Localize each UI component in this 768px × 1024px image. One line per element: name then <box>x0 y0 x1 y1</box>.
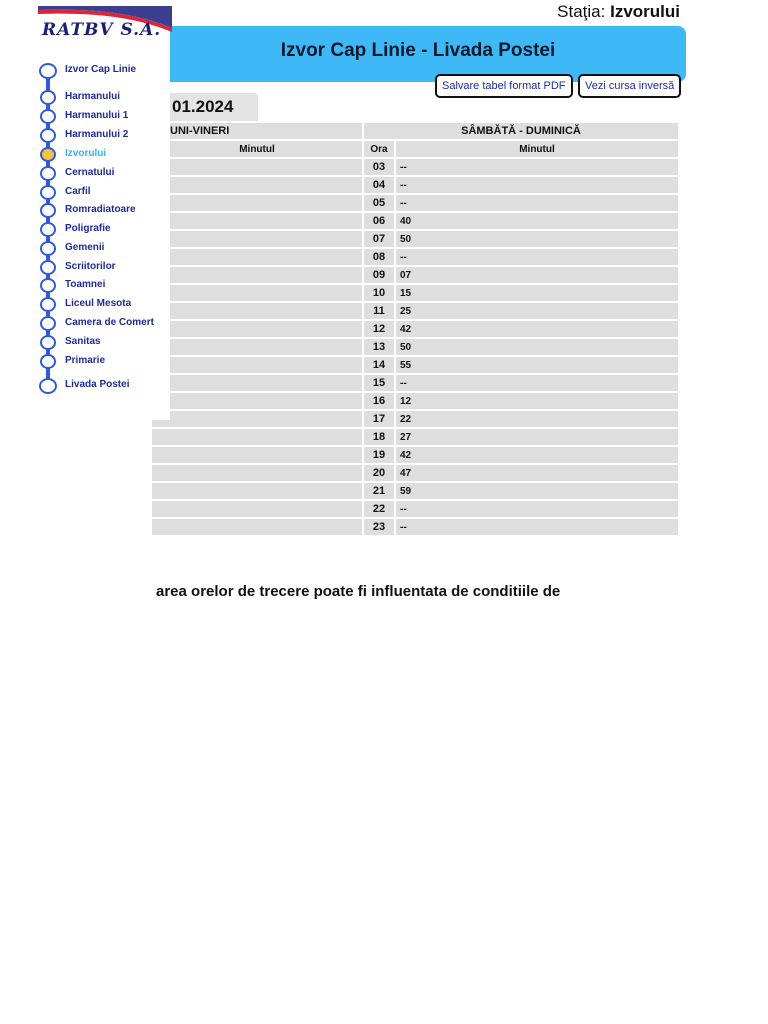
weekend-minute-cell: 55 <box>396 357 678 373</box>
weekend-minute-cell: 07 <box>396 267 678 283</box>
weekday-minute-cell <box>152 393 362 409</box>
hour-cell: 23 <box>364 519 394 535</box>
stop-label[interactable]: Primarie <box>65 355 106 366</box>
sidebar-stop[interactable] <box>0 202 170 218</box>
stop-marker-icon <box>40 316 56 331</box>
sidebar-stop[interactable] <box>0 259 170 275</box>
logo-text: RATBV S.A. <box>42 20 162 40</box>
stop-label[interactable]: Sanitas <box>65 336 101 347</box>
weekday-minute-cell <box>152 177 362 193</box>
weekend-minute-cell: 40 <box>396 213 678 229</box>
schedule-row <box>152 249 678 265</box>
weekday-header: UNI-VINERI <box>152 123 362 139</box>
schedule-row <box>152 267 678 283</box>
weekday-minute-cell <box>152 429 362 445</box>
stop-label[interactable]: Izvor Cap Linie <box>65 64 137 75</box>
schedule-row <box>152 519 678 535</box>
stop-label[interactable]: Scriitorilor <box>65 261 116 272</box>
weekend-minute-cell: -- <box>396 375 678 391</box>
weekday-minute-cell <box>152 249 362 265</box>
schedule-row <box>152 159 678 175</box>
stop-label[interactable]: Carfil <box>65 186 91 197</box>
stop-marker-icon <box>40 90 56 105</box>
stop-marker-icon <box>40 203 56 218</box>
stop-marker-icon <box>40 278 56 293</box>
weekend-minute-cell: 15 <box>396 285 678 301</box>
weekday-minute-cell <box>152 213 362 229</box>
weekend-minute-cell: -- <box>396 159 678 175</box>
weekend-minute-cell: 12 <box>396 393 678 409</box>
stop-label[interactable]: Toamnei <box>65 279 106 290</box>
schedule-row <box>152 375 678 391</box>
sidebar <box>0 0 170 420</box>
hour-cell: 15 <box>364 375 394 391</box>
footnote: area orelor de trecere poate fi influentata de conditiile de <box>156 583 561 600</box>
hour-cell: 20 <box>364 465 394 481</box>
schedule-row <box>152 465 678 481</box>
ratbv-logo <box>38 6 172 44</box>
station-header <box>557 2 680 22</box>
weekday-minute-cell <box>152 501 362 517</box>
stop-marker-icon <box>40 260 56 275</box>
weekday-minute-cell <box>152 303 362 319</box>
hour-cell: 05 <box>364 195 394 211</box>
hour-cell: 09 <box>364 267 394 283</box>
hour-cell: 06 <box>364 213 394 229</box>
hour-cell: 08 <box>364 249 394 265</box>
save-pdf-button[interactable]: Salvare tabel format PDF <box>435 74 573 98</box>
weekend-minute-cell: 50 <box>396 231 678 247</box>
schedule-row <box>152 447 678 463</box>
weekend-minute-cell: 59 <box>396 483 678 499</box>
stop-marker-icon <box>39 63 57 79</box>
weekend-minute-cell: 22 <box>396 411 678 427</box>
hour-cell: 19 <box>364 447 394 463</box>
sidebar-stop[interactable] <box>0 277 170 293</box>
sidebar-stop[interactable] <box>0 377 170 393</box>
weekend-minute-cell: 47 <box>396 465 678 481</box>
weekday-minute-cell <box>152 231 362 247</box>
stop-marker-icon <box>40 166 56 181</box>
station-name: Izvorului <box>610 2 680 21</box>
weekend-minute-cell: 42 <box>396 321 678 337</box>
schedule-row <box>152 339 678 355</box>
reverse-route-button[interactable]: Vezi cursa inversă <box>578 74 681 98</box>
schedule-row <box>152 285 678 301</box>
stop-marker-icon <box>40 297 56 312</box>
stop-label[interactable]: Harmanului 2 <box>65 129 129 140</box>
sidebar-stop[interactable] <box>0 334 170 350</box>
sidebar-stop[interactable] <box>0 165 170 181</box>
weekend-header: SÂMBĂTĂ - DUMINICĂ <box>364 123 678 139</box>
weekend-minute-cell: 27 <box>396 429 678 445</box>
hour-cell: 04 <box>364 177 394 193</box>
schedule-row <box>152 411 678 427</box>
hour-cell: 13 <box>364 339 394 355</box>
hour-cell: 18 <box>364 429 394 445</box>
weekday-minute-cell <box>152 321 362 337</box>
stop-marker-icon <box>40 354 56 369</box>
hour-cell: 10 <box>364 285 394 301</box>
weekend-minute-header: Minutul <box>396 141 678 157</box>
sidebar-stop[interactable] <box>0 315 170 331</box>
stop-label[interactable]: Harmanului 1 <box>65 110 129 121</box>
date-tab: 01.2024 <box>150 93 258 121</box>
stop-label[interactable]: Poligrafie <box>65 223 111 234</box>
hour-cell: 07 <box>364 231 394 247</box>
stop-label[interactable]: Izvorului <box>65 148 107 159</box>
hour-cell: 16 <box>364 393 394 409</box>
weekday-minute-cell <box>152 285 362 301</box>
hour-cell: 17 <box>364 411 394 427</box>
stop-label[interactable]: Cernatului <box>65 167 115 178</box>
schedule-row <box>152 195 678 211</box>
schedule-row <box>152 393 678 409</box>
station-label: Staţia: <box>557 2 606 21</box>
weekend-minute-cell: -- <box>396 195 678 211</box>
schedule-row <box>152 321 678 337</box>
weekday-minute-cell <box>152 375 362 391</box>
weekday-minute-cell <box>152 519 362 535</box>
schedule-row <box>152 177 678 193</box>
weekday-minute-cell <box>152 411 362 427</box>
sidebar-stop[interactable] <box>0 353 170 369</box>
schedule-row <box>152 231 678 247</box>
weekend-minute-cell: 42 <box>396 447 678 463</box>
hour-cell: 21 <box>364 483 394 499</box>
weekend-minute-cell: 25 <box>396 303 678 319</box>
sidebar-stop[interactable] <box>0 221 170 237</box>
stop-label[interactable]: Harmanului <box>65 91 121 102</box>
stop-marker-icon <box>40 109 56 124</box>
schedule-row <box>152 357 678 373</box>
weekend-minute-cell: -- <box>396 519 678 535</box>
stop-label[interactable]: Gemenii <box>65 242 105 253</box>
weekend-minute-cell: -- <box>396 501 678 517</box>
hour-cell: 12 <box>364 321 394 337</box>
route-title: Izvor Cap Linie - Livada Postei <box>280 40 556 61</box>
weekday-minute-cell <box>152 195 362 211</box>
schedule-row <box>152 429 678 445</box>
sidebar-stop[interactable] <box>0 240 170 256</box>
weekday-minute-cell <box>152 267 362 283</box>
stop-label[interactable]: Livada Postei <box>65 379 130 390</box>
sidebar-stop[interactable] <box>0 127 170 143</box>
hour-cell: 11 <box>364 303 394 319</box>
schedule-row <box>152 501 678 517</box>
stop-marker-icon <box>40 185 56 200</box>
sidebar-stop[interactable] <box>0 146 170 162</box>
hour-header: Ora <box>364 141 394 157</box>
weekday-minute-header: Minutul <box>152 141 362 157</box>
schedule-row <box>152 213 678 229</box>
weekday-minute-cell <box>152 483 362 499</box>
stop-label[interactable]: Romradiatoare <box>65 204 136 215</box>
hour-cell: 22 <box>364 501 394 517</box>
sidebar-stop[interactable] <box>0 296 170 312</box>
weekday-minute-cell <box>152 339 362 355</box>
stop-label[interactable]: Camera de Comert <box>65 317 154 328</box>
weekday-minute-cell <box>152 357 362 373</box>
schedule-row <box>152 483 678 499</box>
stop-marker-icon <box>40 335 56 350</box>
weekend-minute-cell: -- <box>396 249 678 265</box>
weekday-minute-cell <box>152 447 362 463</box>
sidebar-stop[interactable] <box>0 89 170 105</box>
stop-marker-icon <box>40 241 56 256</box>
stop-marker-icon <box>39 378 57 394</box>
weekday-minute-cell <box>152 159 362 175</box>
hour-cell: 03 <box>364 159 394 175</box>
sidebar-stop[interactable] <box>0 62 170 78</box>
stop-marker-icon <box>40 147 56 162</box>
weekend-minute-cell: -- <box>396 177 678 193</box>
sidebar-stop[interactable] <box>0 184 170 200</box>
schedule-table <box>150 121 680 537</box>
stop-label[interactable]: Liceul Mesota <box>65 298 132 309</box>
stop-marker-icon <box>40 222 56 237</box>
hour-cell: 14 <box>364 357 394 373</box>
stop-marker-icon <box>40 128 56 143</box>
weekday-minute-cell <box>152 465 362 481</box>
weekend-minute-cell: 50 <box>396 339 678 355</box>
schedule-row <box>152 303 678 319</box>
sidebar-stop[interactable] <box>0 108 170 124</box>
